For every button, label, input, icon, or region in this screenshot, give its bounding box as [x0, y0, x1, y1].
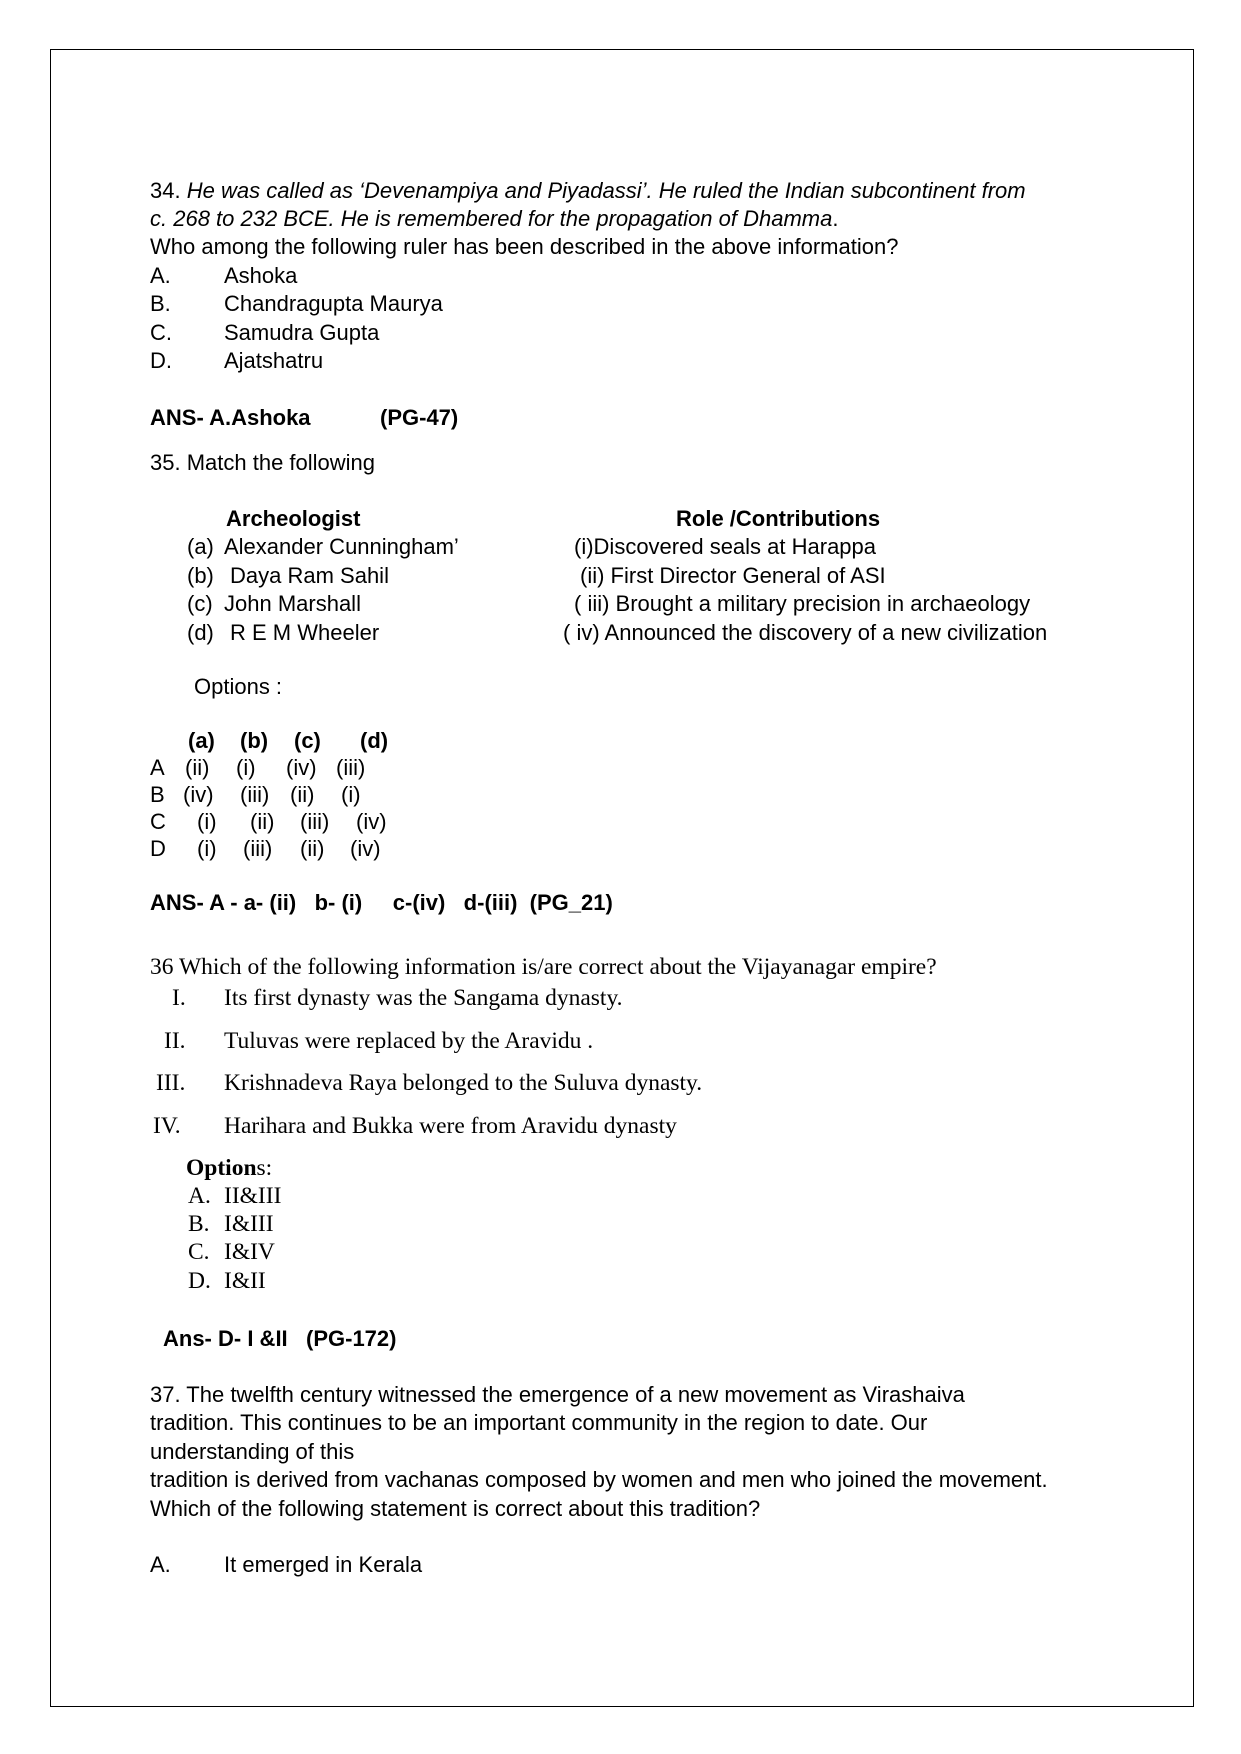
match-right-item: (i)Discovered seals at Harappa: [574, 534, 877, 559]
option-text: I&IV: [224, 1239, 275, 1265]
match-left-item: John Marshall: [224, 591, 361, 616]
question-37-line: understanding of this: [150, 1439, 355, 1464]
option-text: It emerged in Kerala: [224, 1552, 423, 1577]
question-35-options-label: Options :: [194, 674, 283, 699]
match-right-item: (ii) First Director General of ASI: [580, 563, 886, 588]
grid-cell: (iii): [240, 782, 270, 807]
grid-cell: (iii): [336, 755, 366, 780]
question-35-answer: ANS- A - a- (ii) b- (i) c-(iv) d-(iii) (PG_21): [150, 890, 613, 915]
match-left-key: (c): [187, 591, 213, 616]
option-text: Ashoka: [224, 263, 298, 288]
grid-row-letter: B: [150, 782, 165, 807]
statement-number: II.: [164, 1028, 186, 1054]
grid-header-cell: (d): [360, 728, 389, 753]
grid-cell: (i): [197, 836, 217, 861]
question-34-question: Who among the following ruler has been described in the above information?: [150, 234, 899, 259]
grid-cell: (i): [341, 782, 361, 807]
question-37-line: 37. The twelfth century witnessed the emergence of a new movement as Virashaiva: [150, 1382, 965, 1407]
grid-row-letter: A: [150, 755, 165, 780]
question-34-stem-line-1: 34. He was called as ‘Devenampiya and Piyadassi’. He ruled the Indian subcontinent from: [150, 178, 1026, 203]
statement-number: I.: [172, 985, 186, 1011]
match-left-key: (d): [187, 620, 214, 645]
statement-text: Harihara and Bukka were from Aravidu dynasty: [224, 1113, 677, 1139]
option-letter: C.: [188, 1239, 210, 1265]
option-letter: A.: [188, 1183, 211, 1209]
grid-header-cell: (b): [240, 728, 269, 753]
option-text: Chandragupta Maurya: [224, 291, 443, 316]
question-37-line: tradition. This continues to be an important community in the region to date. Our: [150, 1410, 928, 1435]
grid-header-cell: (a): [188, 728, 215, 753]
grid-cell: (ii): [300, 836, 325, 861]
statement-number: III.: [156, 1070, 186, 1096]
question-37-line: Which of the following statement is correct about this tradition?: [150, 1496, 761, 1521]
grid-cell: (iv): [286, 755, 317, 780]
match-left-item: Daya Ram Sahil: [230, 563, 389, 588]
grid-cell: (i): [197, 809, 217, 834]
match-right-item: ( iii) Brought a military precision in archaeology: [574, 591, 1031, 616]
option-text: II&III: [224, 1183, 282, 1209]
question-34-answer: ANS- A.Ashoka: [150, 405, 311, 430]
question-36-stem: 36 Which of the following information is/are correct about the Vijayanagar empire?: [150, 954, 937, 980]
match-column-header-role: Role /Contributions: [676, 506, 881, 531]
match-left-item: Alexander Cunningham’: [224, 534, 459, 559]
statement-text: Its first dynasty was the Sangama dynasty.: [224, 985, 623, 1011]
statement-number: IV.: [153, 1113, 181, 1139]
question-36-answer: Ans- D- I &II (PG-172): [163, 1326, 397, 1351]
grid-cell: (ii): [290, 782, 315, 807]
statement-text: Tuluvas were replaced by the Aravidu .: [224, 1028, 594, 1054]
grid-cell: (ii): [185, 755, 210, 780]
grid-header-cell: (c): [294, 728, 321, 753]
question-36-options-label: Options:: [186, 1155, 273, 1181]
option-text: I&III: [224, 1211, 274, 1237]
match-left-item: R E M Wheeler: [230, 620, 380, 645]
option-letter: B.: [150, 291, 171, 316]
grid-cell: (ii): [250, 809, 275, 834]
grid-cell: (i): [236, 755, 256, 780]
question-34-stem-line-2: c. 268 to 232 BCE. He is remembered for the propagation of Dhamma.: [150, 206, 839, 231]
option-text: Ajatshatru: [224, 348, 324, 373]
match-left-key: (a): [187, 534, 214, 559]
option-letter: B.: [188, 1211, 210, 1237]
grid-cell: (iii): [243, 836, 273, 861]
question-35-stem: 35. Match the following: [150, 450, 376, 475]
option-letter: A.: [150, 263, 171, 288]
question-34-page-ref: (PG-47): [380, 405, 459, 430]
statement-text: Krishnadeva Raya belonged to the Suluva dynasty.: [224, 1070, 703, 1096]
option-letter: D.: [150, 348, 172, 373]
option-text: I&II: [224, 1268, 266, 1294]
grid-cell: (iv): [350, 836, 381, 861]
option-letter: D.: [188, 1268, 211, 1294]
option-text: Samudra Gupta: [224, 320, 380, 345]
grid-row-letter: C: [150, 809, 166, 834]
grid-cell: (iv): [356, 809, 387, 834]
question-37-line: tradition is derived from vachanas composed by women and men who joined the movement.: [150, 1467, 1048, 1492]
grid-cell: (iii): [300, 809, 330, 834]
match-right-item: ( iv) Announced the discovery of a new civilization: [563, 620, 1048, 645]
grid-cell: (iv): [183, 782, 214, 807]
match-column-header-archeologist: Archeologist: [226, 506, 361, 531]
option-letter: C.: [150, 320, 172, 345]
grid-row-letter: D: [150, 836, 166, 861]
match-left-key: (b): [187, 563, 214, 588]
option-letter: A.: [150, 1552, 171, 1577]
